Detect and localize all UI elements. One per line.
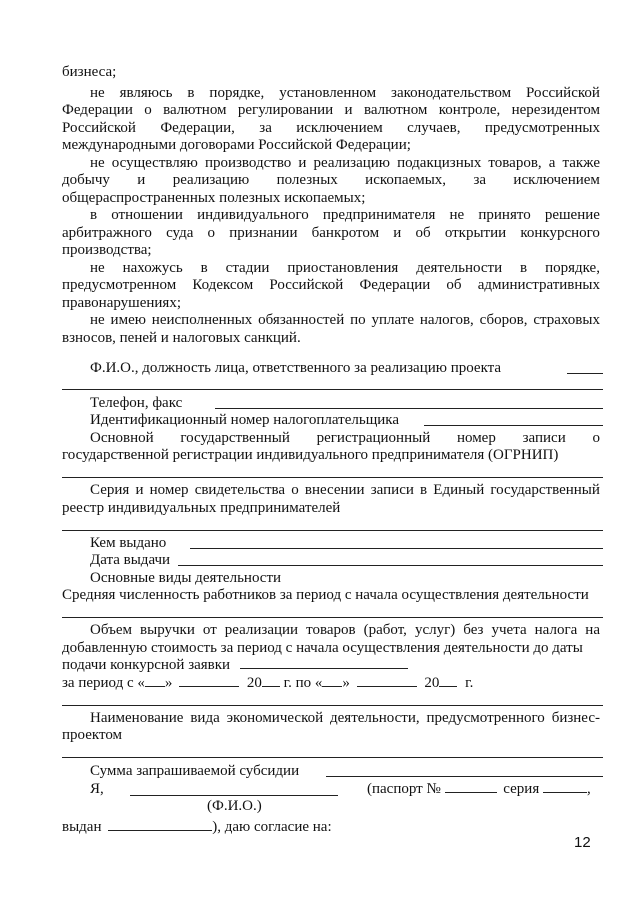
applicant-name-label: Я,: [90, 781, 104, 797]
revenue-label-line3-text: подачи конкурсной заявки: [62, 657, 231, 673]
word: налога: [534, 622, 578, 638]
word: за: [259, 120, 272, 136]
word: бизнес-: [551, 710, 600, 726]
text-line: [90, 154, 600, 172]
year-suffix: г.: [465, 675, 474, 691]
word: производство: [204, 155, 292, 171]
word: индивидуального: [197, 207, 309, 223]
word: реализацию: [172, 172, 250, 188]
period-from-day-field[interactable]: [145, 674, 165, 687]
revenue-label-line2: добавленную стоимость за период с начала осуществления деятельности до даты: [62, 640, 583, 656]
word: неисполненных: [151, 312, 253, 328]
word: об: [446, 277, 462, 293]
word: налогов,: [419, 312, 474, 328]
period-from-year-field[interactable]: [262, 674, 280, 687]
word: учета: [491, 622, 527, 638]
word: государственный: [490, 482, 600, 498]
word: конкурсного: [520, 225, 600, 241]
headcount-field[interactable]: [62, 617, 603, 618]
word: записи: [370, 482, 414, 498]
word: Федерации,: [160, 120, 235, 136]
activity-type-field[interactable]: [62, 757, 603, 758]
fio-caption: (Ф.И.О.): [207, 798, 262, 814]
series-label: серия: [503, 781, 540, 797]
word: исключением: [513, 172, 600, 188]
word: признании: [229, 225, 298, 241]
word: полезных: [276, 172, 338, 188]
revenue-field[interactable]: [240, 656, 408, 669]
word: предусмотренном: [62, 277, 177, 293]
page-number: 12: [574, 834, 591, 851]
word: и: [137, 172, 146, 188]
word: в: [90, 207, 98, 223]
year-prefix: 20: [246, 675, 262, 691]
issued-label: выдан: [62, 819, 102, 835]
issued-by-field[interactable]: [190, 548, 603, 549]
word: исключением: [296, 120, 383, 136]
text-line: [62, 276, 600, 294]
word: страховых: [533, 312, 600, 328]
word: Объем: [90, 622, 132, 638]
word: о: [207, 225, 216, 241]
word: случаев,: [407, 120, 461, 136]
word: порядке,: [545, 260, 600, 276]
period-from-month-field[interactable]: [179, 674, 239, 687]
word: также: [562, 155, 600, 171]
word: по: [350, 312, 366, 328]
word: имею: [110, 312, 146, 328]
word: о: [291, 482, 299, 498]
responsible-person-field[interactable]: [567, 373, 603, 374]
word: и: [393, 225, 402, 241]
text-line: [62, 119, 600, 137]
headcount-label: Средняя численность работников за период с начала осуществления деятельности: [62, 587, 589, 603]
word: в: [420, 482, 428, 498]
word: не: [449, 207, 465, 223]
word: подакцизных: [397, 155, 482, 171]
year-prefix: 20: [424, 675, 440, 691]
word: нерезидентом: [511, 102, 600, 118]
word: Единый: [433, 482, 485, 498]
word: товаров,: [488, 155, 542, 171]
word: не: [90, 260, 105, 276]
word: контроле,: [438, 102, 501, 118]
word: вида: [190, 710, 220, 726]
word: суда: [166, 225, 194, 241]
phone-label: Телефон, факс: [90, 395, 183, 411]
word: Российской: [62, 120, 136, 136]
word: и: [135, 482, 144, 498]
period-line: [62, 674, 600, 692]
quote-close: »: [342, 675, 350, 691]
period-to-month-field[interactable]: [357, 674, 417, 687]
issue-date-label: Дата выдачи: [90, 552, 171, 568]
text-line: [62, 101, 600, 119]
word: приостановления: [287, 260, 399, 276]
word: банкротом: [311, 225, 380, 241]
text-line: международными договорами Российской Федерации;: [62, 137, 411, 153]
text-line: взносов, пеней и налоговых санкций.: [62, 330, 301, 346]
word: осуществляю: [111, 155, 198, 171]
word: услуг): [414, 622, 456, 638]
word: стадии: [225, 260, 270, 276]
ogrnip-field[interactable]: [62, 477, 603, 478]
word: Федерации: [359, 277, 431, 293]
word: решение: [544, 207, 600, 223]
word: предусмотренных: [484, 120, 600, 136]
certificate-field[interactable]: [62, 530, 603, 531]
period-from-label: за период с «: [62, 675, 145, 691]
issued-line: [62, 818, 600, 836]
activities-label: Основные виды деятельности: [90, 570, 282, 586]
word: Кодексом: [192, 277, 254, 293]
word: товаров: [306, 622, 356, 638]
word: уплате: [371, 312, 414, 328]
word: принято: [478, 207, 531, 223]
period-to-year-field[interactable]: [439, 674, 457, 687]
word: в: [200, 260, 208, 276]
word: свидетельства: [194, 482, 286, 498]
subsidy-label: Сумма запрашиваемой субсидии: [90, 763, 300, 779]
word: не: [90, 155, 105, 171]
passport-number-field[interactable]: [445, 780, 497, 793]
comma: ,: [586, 781, 591, 797]
word: на: [585, 622, 600, 638]
inn-label: Идентификационный номер налогоплательщика: [90, 412, 400, 428]
word: являюсь: [119, 85, 173, 101]
phone-field[interactable]: [215, 408, 603, 409]
text-line: производства;: [62, 242, 152, 258]
word: об: [415, 225, 431, 241]
word: Серия: [90, 482, 130, 498]
quote-close: »: [164, 675, 173, 691]
word: порядке,: [209, 85, 265, 101]
word: арбитражного: [62, 225, 152, 241]
responsible-person-field-line2[interactable]: [62, 389, 603, 390]
word: и: [298, 155, 307, 171]
word: Основной: [90, 430, 154, 446]
text-line: [90, 311, 600, 329]
word: в: [520, 260, 528, 276]
word: сборов,: [479, 312, 528, 328]
text-line: общераспространенных полезных ископаемых;: [62, 190, 366, 206]
applicant-name-field[interactable]: [130, 795, 338, 796]
word: не: [90, 85, 105, 101]
issued-field[interactable]: [108, 818, 212, 831]
consent-text: ), даю согласие на:: [212, 819, 332, 835]
word: деятельности,: [330, 710, 420, 726]
word: добычу: [62, 172, 110, 188]
activity-type-label-line1: [90, 709, 600, 727]
responsible-person-label: Ф.И.О., должность лица, ответственного за реализацию проекта: [90, 360, 502, 376]
word: деятельности: [416, 260, 503, 276]
word: выручки: [140, 622, 195, 638]
word: (работ,: [363, 622, 407, 638]
word: не: [90, 312, 105, 328]
text-line: [90, 84, 600, 102]
word: валютном: [363, 102, 428, 118]
word: ископаемых,: [365, 172, 447, 188]
word: открытии: [444, 225, 507, 241]
certificate-label-line2: реестр индивидуальных предпринимателей: [62, 500, 341, 516]
passport-line: [367, 780, 607, 798]
revenue-extra-field[interactable]: [62, 705, 603, 706]
word: обязанностей: [258, 312, 345, 328]
word: экономической: [226, 710, 324, 726]
word: Федерации: [62, 102, 133, 118]
word: регулировании: [237, 102, 334, 118]
word: валютном: [163, 102, 227, 118]
word: о: [144, 102, 152, 118]
ogrnip-label-line1: [90, 429, 600, 447]
word: реализацию: [313, 155, 390, 171]
inn-field[interactable]: [424, 425, 603, 426]
word: Российской: [526, 85, 600, 101]
word: Наименование: [90, 710, 184, 726]
period-to-day-field[interactable]: [322, 674, 342, 687]
word: о: [592, 430, 600, 446]
word: законодательством: [391, 85, 512, 101]
word: без: [463, 622, 484, 638]
word: за: [473, 172, 487, 188]
text-line: [90, 206, 600, 224]
word: номер: [149, 482, 189, 498]
issued-by-label: Кем выдано: [90, 535, 167, 551]
ogrnip-label-line2: государственной регистрации индивидуального предпринимателя (ОГРНИП): [62, 447, 559, 463]
period-to-label: г. по «: [283, 675, 323, 691]
passport-series-field[interactable]: [543, 780, 587, 793]
word: а: [548, 155, 556, 171]
word: в: [187, 85, 195, 101]
text-line: [90, 259, 600, 277]
word: предусмотренного: [426, 710, 545, 726]
subsidy-field[interactable]: [326, 776, 603, 777]
revenue-label-line1: [90, 621, 600, 639]
certificate-label-line1: [90, 481, 600, 499]
word: реализации: [224, 622, 299, 638]
word: отношении: [111, 207, 183, 223]
word: внесении: [304, 482, 365, 498]
passport-label: (паспорт №: [367, 781, 441, 797]
text-line: правонарушениях;: [62, 295, 181, 311]
issue-date-field[interactable]: [178, 565, 603, 566]
word: номер: [456, 430, 496, 446]
revenue-label-line3: [62, 656, 600, 674]
word: предпринимателя: [322, 207, 436, 223]
text-line: [62, 224, 600, 242]
word: от: [202, 622, 217, 638]
word: и: [344, 102, 353, 118]
word: нахожусь: [122, 260, 183, 276]
word: записи: [522, 430, 566, 446]
word: регистрационный: [316, 430, 431, 446]
text-line: бизнеса;: [62, 64, 117, 80]
word: Российской: [269, 277, 344, 293]
word: административных: [477, 277, 600, 293]
text-line: [62, 171, 600, 189]
word: государственный: [180, 430, 290, 446]
word: установленном: [279, 85, 377, 101]
activity-type-label-line2: проектом: [62, 727, 123, 743]
